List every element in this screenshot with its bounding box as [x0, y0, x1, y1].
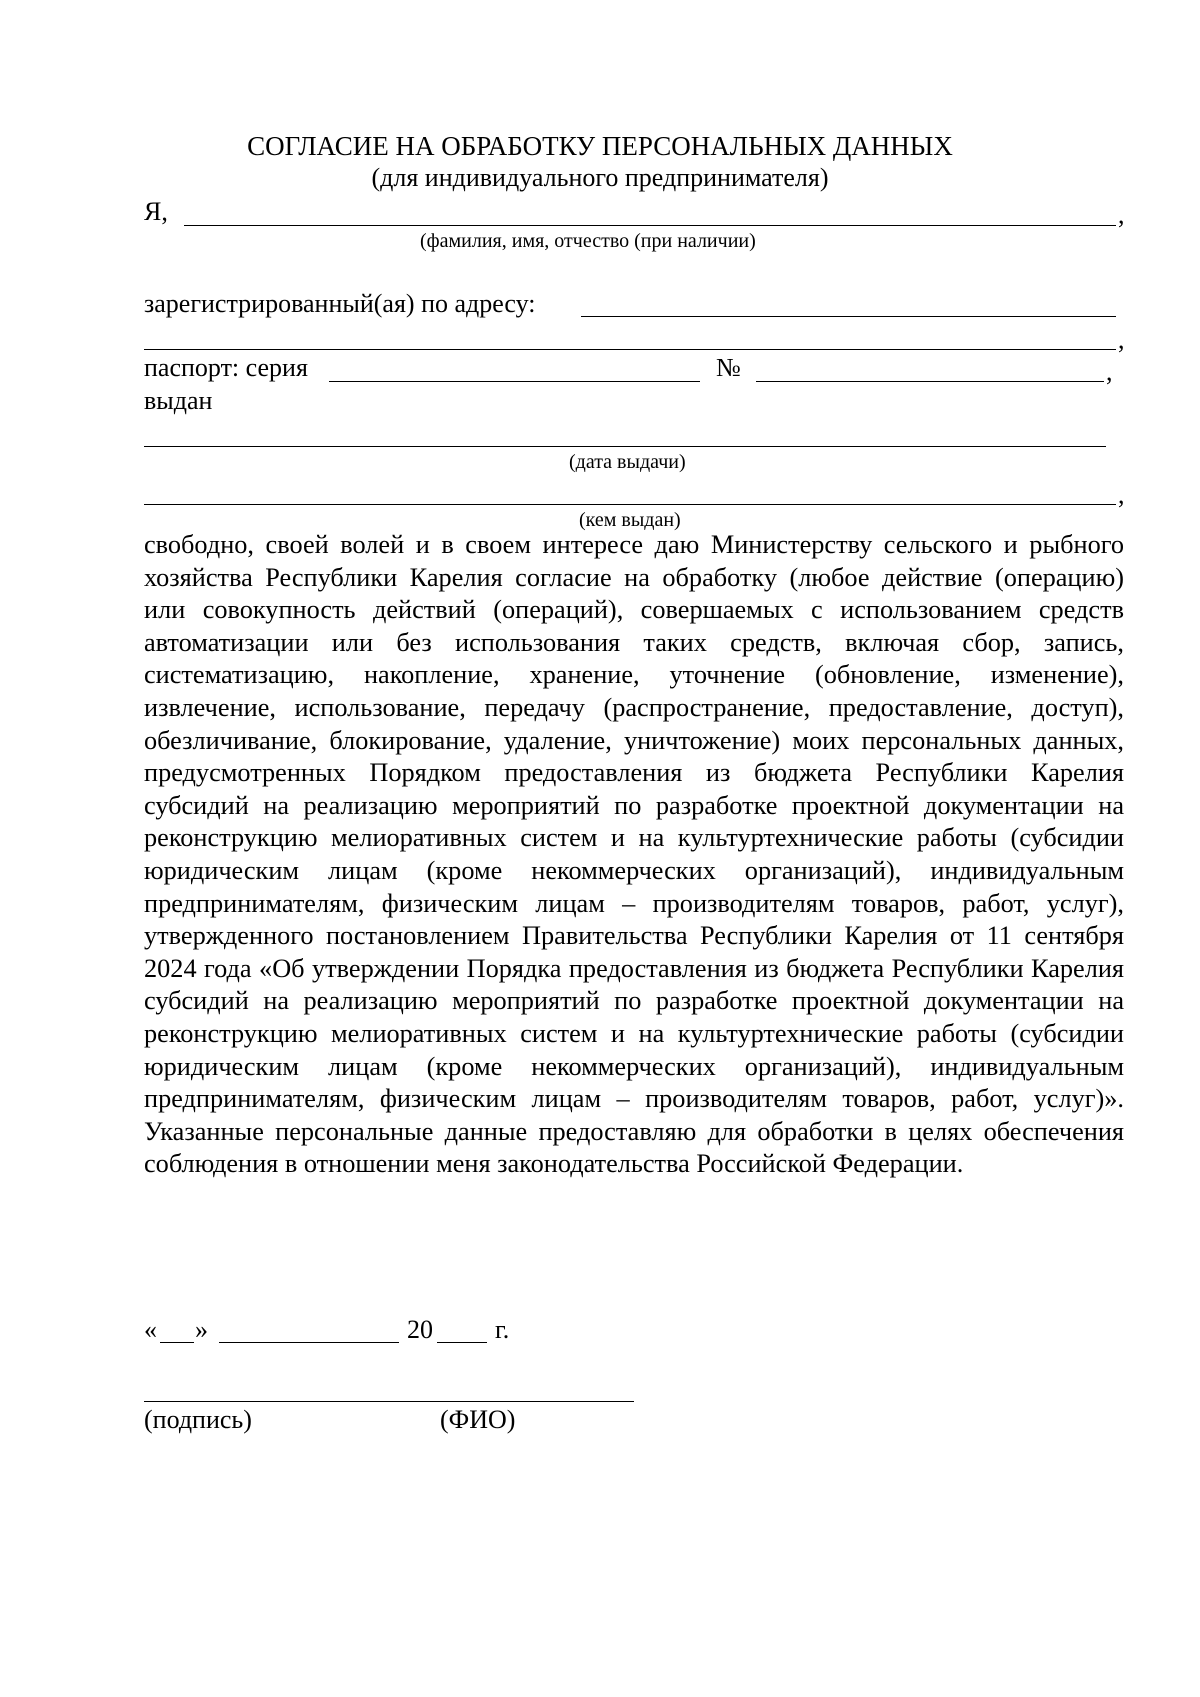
- issued-by-field[interactable]: [144, 504, 1116, 505]
- passport-series-label: паспорт: серия: [144, 353, 308, 382]
- issued-label: выдан: [144, 386, 213, 415]
- date-year-field[interactable]: [437, 1342, 487, 1343]
- issue-date-field[interactable]: [144, 446, 1106, 447]
- signature-caption: (подпись): [144, 1405, 252, 1434]
- name-suffix: ,: [1118, 200, 1125, 229]
- passport-series-field[interactable]: [329, 381, 700, 382]
- address-suffix: ,: [1118, 325, 1125, 354]
- date-century: 20: [407, 1315, 433, 1344]
- passport-number-field[interactable]: [756, 381, 1104, 382]
- issued-by-suffix: ,: [1118, 480, 1125, 509]
- date-close-quote: »: [195, 1315, 208, 1344]
- name-prefix: Я,: [144, 197, 168, 226]
- date-open-quote: «: [144, 1315, 157, 1344]
- address-field-line-2[interactable]: [144, 349, 1116, 350]
- address-field-line-1[interactable]: [581, 316, 1116, 317]
- passport-number-label: №: [716, 353, 741, 382]
- issued-by-caption: (кем выдан): [579, 509, 681, 531]
- document-subtitle: (для индивидуального предпринимателя): [371, 163, 829, 192]
- document-title: СОГЛАСИЕ НА ОБРАБОТКУ ПЕРСОНАЛЬНЫХ ДАННЫХ: [247, 131, 953, 161]
- full-name-field[interactable]: [184, 225, 1116, 226]
- consent-paragraph-text: свободно, своей волей и в своем интересе даю Министерству сельского и рыбного хозяйства Республики Карелия согласие на обработку (любое действие (операцию) или совокупность действий (операций), совершаемых с использованием средств автоматизации или без использования таких средств, включая сбор, запись, систематизацию, накопление, хранение, уточнение (обновление, изменение), извлечение, использование, передачу (распространение, предоставление, доступ), обезличивание, блокирование, удаление, уничтожение) моих персональных данных, предусмотренных Порядком предоставления из бюджета Республики Карелия субсидий на реализацию мероприятий по разработке проектной документации на реконструкцию мелиоративных систем и на культуртехнические работы (субсидии юридическим лицам (кроме некоммерческих организаций), индивидуальным предпринимателям, физическим лицам – производителям товаров, работ, услуг), утвержденного постановлением Правительства Республики Карелия от 11 сентября 2024 года «Об утверждении Порядка предоставления из бюджета Республики Карелия субсидий на реализацию мероприятий по разработке проектной документации на реконструкцию мелиоративных систем и на культуртехнические работы (субсидии юридическим лицам (кроме некоммерческих организаций), индивидуальным предпринимателям, физическим лицам – производителям товаров, работ, услуг)». Указанные персональные данные предоставляю для обработки в целях обеспечения соблюдения в отношении меня законодательства Российской Федерации.: [144, 530, 1124, 1179]
- signature-name-caption: (ФИО): [440, 1405, 516, 1434]
- date-year-suffix: г.: [495, 1315, 510, 1344]
- signature-field[interactable]: [144, 1401, 634, 1402]
- date-day-field[interactable]: [160, 1342, 194, 1343]
- issue-date-caption: (дата выдачи): [569, 451, 686, 473]
- consent-paragraph: [144, 529, 1124, 1181]
- date-month-field[interactable]: [219, 1342, 399, 1343]
- name-caption: (фамилия, имя, отчество (при наличии): [420, 230, 756, 252]
- address-label: зарегистрированный(ая) по адресу:: [144, 289, 536, 318]
- passport-suffix: ,: [1106, 357, 1113, 386]
